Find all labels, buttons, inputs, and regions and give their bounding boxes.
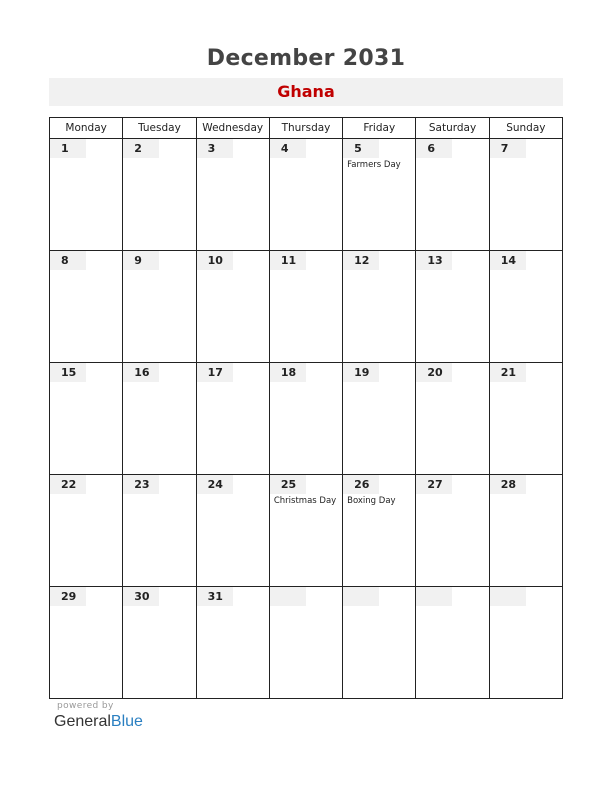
day-cell bbox=[196, 139, 269, 251]
day-number: 15 bbox=[50, 363, 86, 382]
week-row bbox=[50, 139, 563, 251]
day-number: 23 bbox=[123, 475, 159, 494]
day-number: 21 bbox=[490, 363, 526, 382]
day-cell bbox=[416, 363, 489, 475]
day-number: 27 bbox=[416, 475, 452, 494]
day-cell bbox=[343, 587, 416, 699]
day-cell bbox=[269, 475, 342, 587]
holiday-label: Boxing Day bbox=[347, 496, 396, 506]
week-row bbox=[50, 587, 563, 699]
weekday-header: Friday bbox=[343, 118, 416, 139]
day-number: 25 bbox=[270, 475, 306, 494]
day-cell bbox=[343, 139, 416, 251]
day-cell bbox=[50, 139, 123, 251]
day-cell bbox=[416, 139, 489, 251]
weekday-header: Sunday bbox=[489, 118, 562, 139]
calendar-grid bbox=[49, 117, 563, 699]
day-number: 5 bbox=[343, 139, 379, 158]
day-number: 31 bbox=[197, 587, 233, 606]
day-number: 9 bbox=[123, 251, 159, 270]
weekday-header: Wednesday bbox=[196, 118, 269, 139]
day-cell bbox=[489, 139, 562, 251]
day-number: 1 bbox=[50, 139, 86, 158]
day-cell bbox=[123, 251, 196, 363]
day-number: 26 bbox=[343, 475, 379, 494]
day-number: 2 bbox=[123, 139, 159, 158]
week-row bbox=[50, 475, 563, 587]
day-cell bbox=[50, 587, 123, 699]
calendar-title: December 2031 bbox=[206, 46, 406, 71]
day-number bbox=[270, 587, 306, 606]
day-number: 28 bbox=[490, 475, 526, 494]
day-number: 22 bbox=[50, 475, 86, 494]
weekday-header: Thursday bbox=[269, 118, 342, 139]
day-cell bbox=[416, 475, 489, 587]
day-cell bbox=[50, 363, 123, 475]
day-number: 12 bbox=[343, 251, 379, 270]
day-number: 13 bbox=[416, 251, 452, 270]
day-number bbox=[416, 587, 452, 606]
day-number: 24 bbox=[197, 475, 233, 494]
powered-by-text: powered by bbox=[57, 701, 114, 711]
day-cell bbox=[196, 251, 269, 363]
brand-blue: Blue bbox=[110, 713, 143, 730]
day-cell bbox=[489, 587, 562, 699]
day-number: 18 bbox=[270, 363, 306, 382]
day-cell bbox=[489, 475, 562, 587]
day-number: 29 bbox=[50, 587, 86, 606]
day-cell bbox=[269, 251, 342, 363]
day-cell bbox=[416, 587, 489, 699]
week-row bbox=[50, 363, 563, 475]
day-number: 3 bbox=[197, 139, 233, 158]
day-cell bbox=[269, 363, 342, 475]
day-cell bbox=[269, 139, 342, 251]
day-number: 17 bbox=[197, 363, 233, 382]
weekday-header: Tuesday bbox=[123, 118, 196, 139]
day-cell bbox=[123, 587, 196, 699]
day-number: 19 bbox=[343, 363, 379, 382]
holiday-label: Farmers Day bbox=[347, 160, 401, 170]
brand-general: General bbox=[54, 713, 111, 730]
weekday-header: Monday bbox=[50, 118, 123, 139]
brand-logo[interactable] bbox=[54, 713, 143, 731]
day-number: 6 bbox=[416, 139, 452, 158]
day-number: 30 bbox=[123, 587, 159, 606]
day-cell bbox=[196, 475, 269, 587]
day-number: 8 bbox=[50, 251, 86, 270]
day-number: 4 bbox=[270, 139, 306, 158]
day-cell bbox=[269, 587, 342, 699]
day-number: 20 bbox=[416, 363, 452, 382]
day-number bbox=[490, 587, 526, 606]
day-cell bbox=[489, 363, 562, 475]
day-number: 7 bbox=[490, 139, 526, 158]
day-cell bbox=[196, 587, 269, 699]
day-cell bbox=[123, 475, 196, 587]
day-number: 16 bbox=[123, 363, 159, 382]
day-number: 10 bbox=[197, 251, 233, 270]
day-number bbox=[343, 587, 379, 606]
day-cell bbox=[123, 139, 196, 251]
weekday-header: Saturday bbox=[416, 118, 489, 139]
weekday-header-row bbox=[50, 118, 563, 139]
day-cell bbox=[343, 363, 416, 475]
day-cell bbox=[416, 251, 489, 363]
day-cell bbox=[123, 363, 196, 475]
day-number: 11 bbox=[270, 251, 306, 270]
day-cell bbox=[50, 251, 123, 363]
holiday-label: Christmas Day bbox=[273, 496, 337, 506]
day-cell bbox=[343, 251, 416, 363]
day-cell bbox=[50, 475, 123, 587]
day-cell bbox=[489, 251, 562, 363]
week-row bbox=[50, 251, 563, 363]
country-name: Ghana bbox=[49, 78, 563, 106]
day-cell bbox=[343, 475, 416, 587]
day-number: 14 bbox=[490, 251, 526, 270]
day-cell bbox=[196, 363, 269, 475]
